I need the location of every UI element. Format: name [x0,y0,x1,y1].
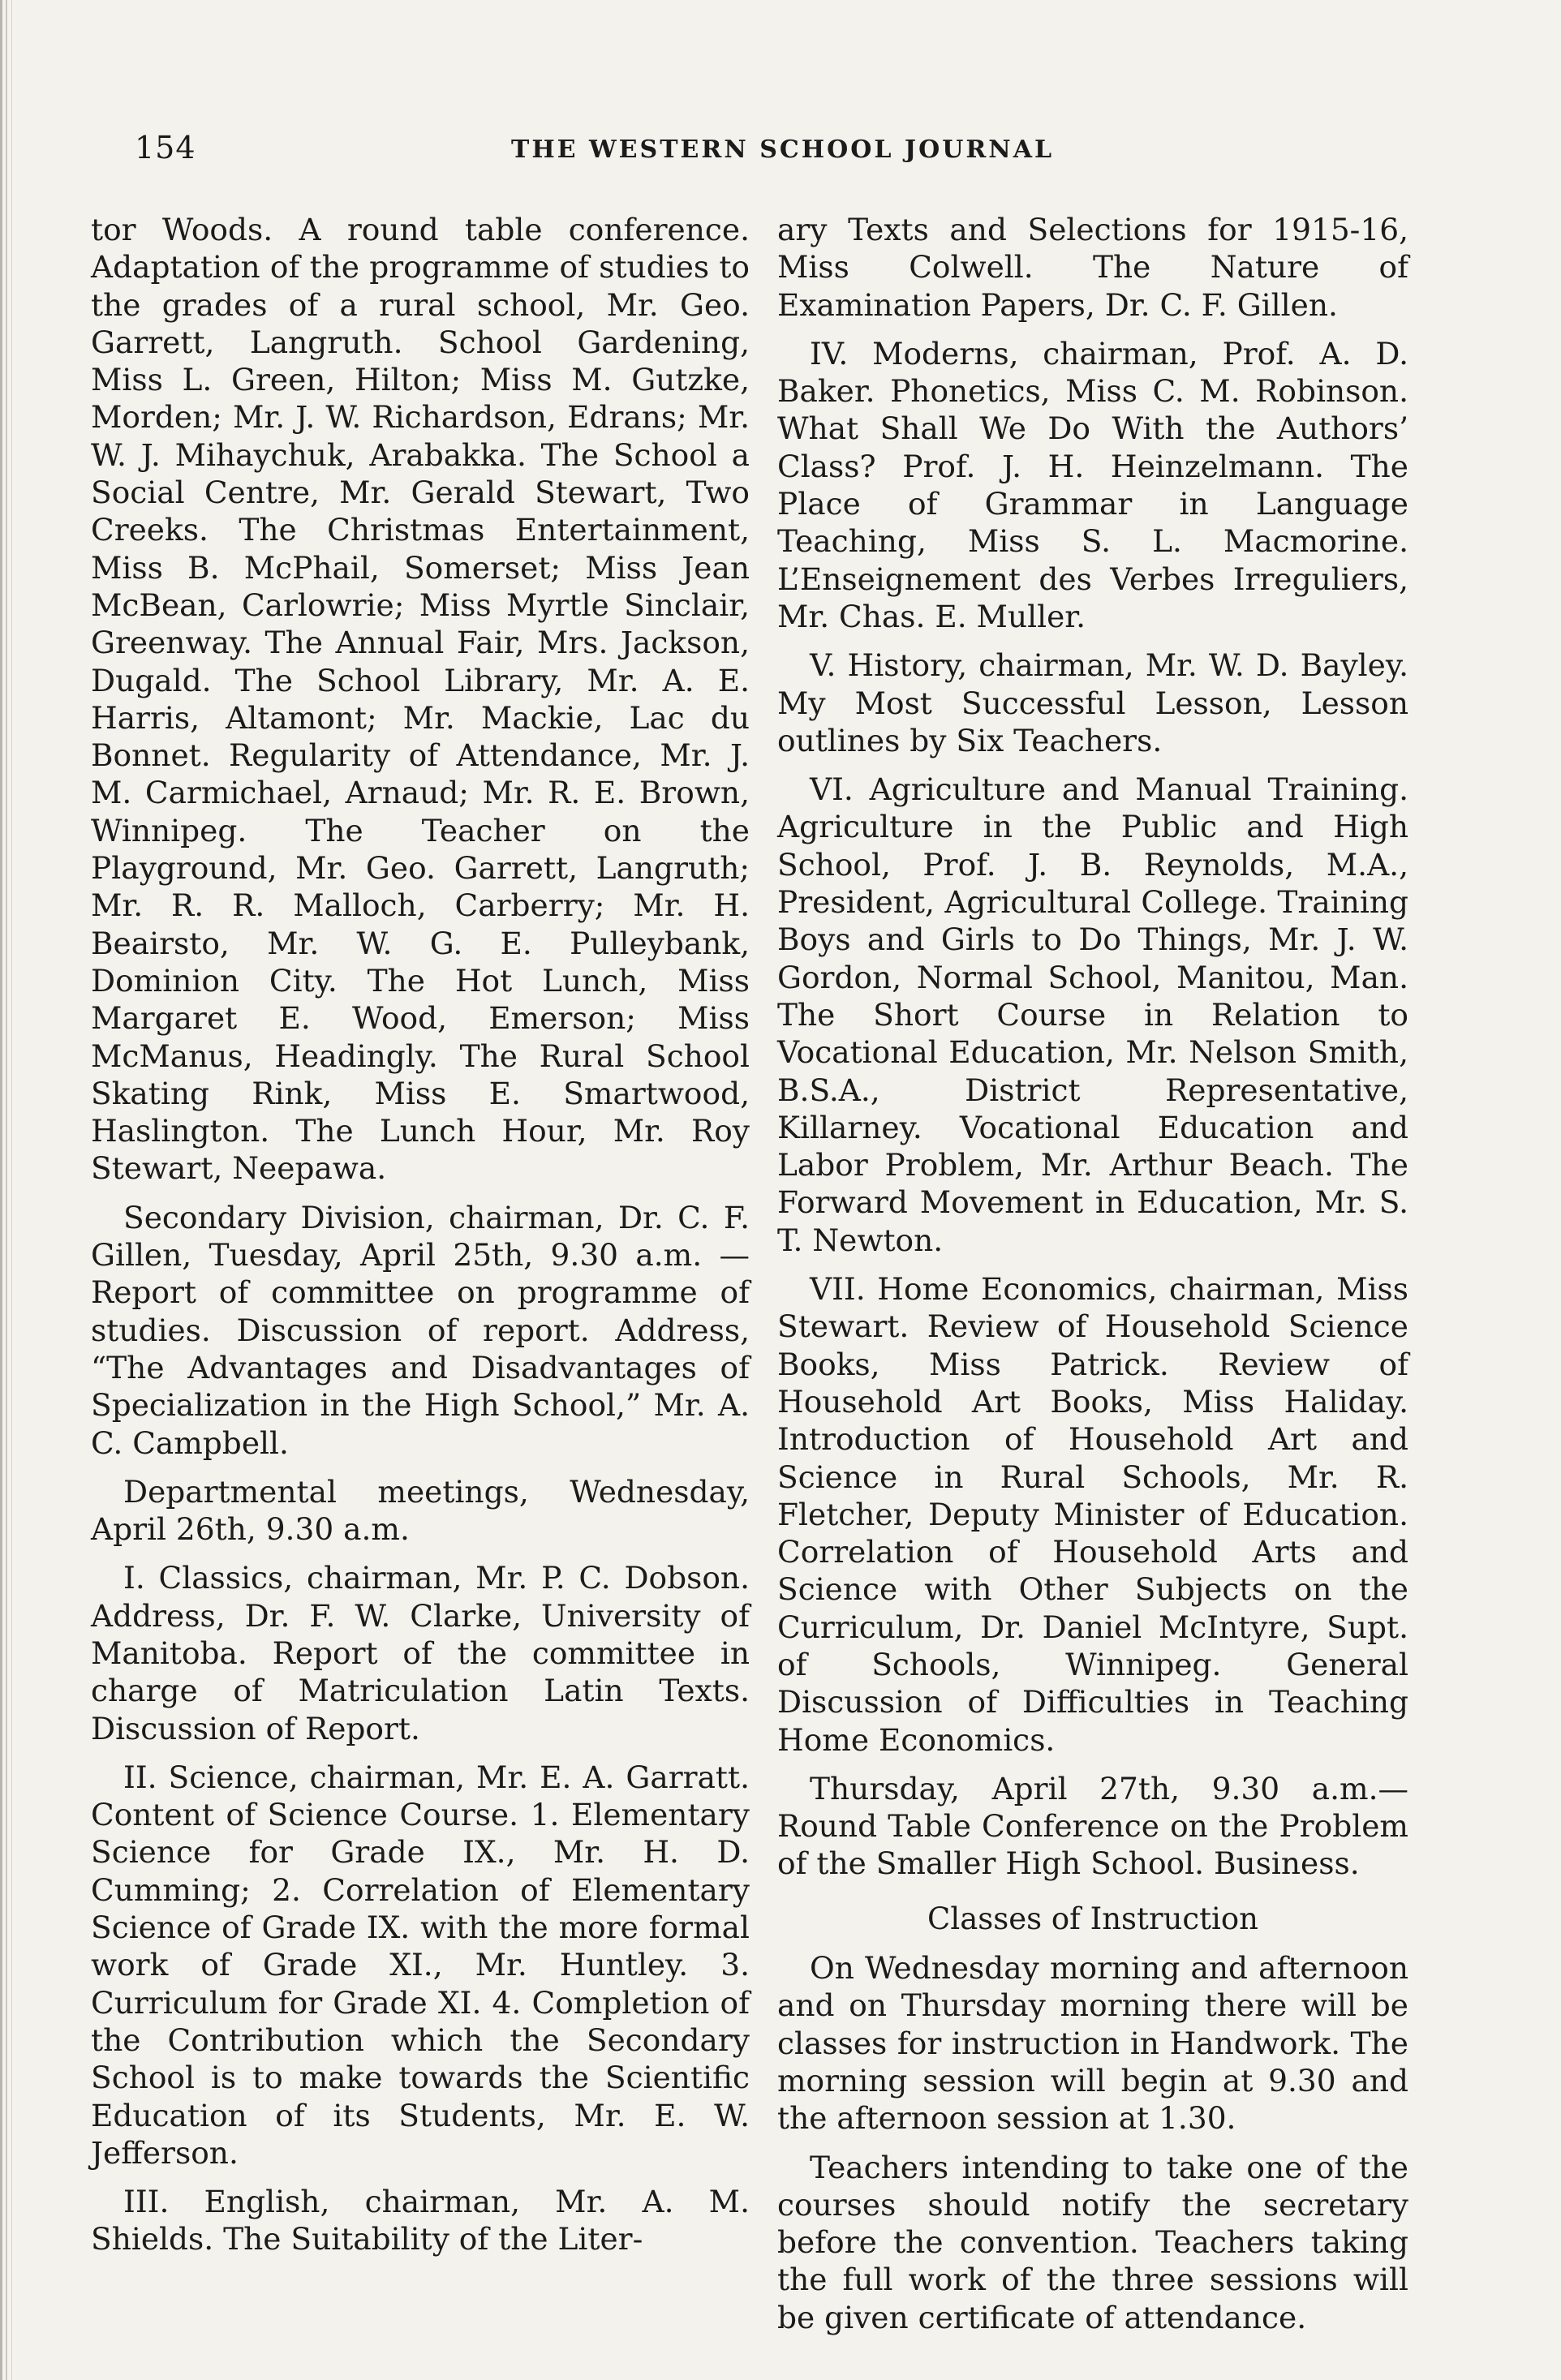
paragraph: III. English, chairman, Mr. A. M. Shields. The Suitability of the Liter- [91,2184,750,2258]
paragraph: tor Woods. A round table conference. Adaptation of the programme of studies to the grades of a rural school, Mr. Geo. Garrett, Langruth. School Gardening, Miss L. Green, Hilton; Miss M. Gutzke, Morden; Mr. J. W. Richardson, Edrans; Mr. W. J. Mihaychuk, Arabakka. The School a Social Centre, Mr. Gerald Stewart, Two Creeks. The Christmas Entertainment, Miss B. McPhail, Somerset; Miss Jean McBean, Carlowrie; Miss Myrtle Sinclair, Greenway. The Annual Fair, Mrs. Jackson, Dugald. The School Library, Mr. A. E. Harris, Altamont; Mr. Mackie, Lac du Bonnet. Regularity of Attendance, Mr. J. M. Carmichael, Arnaud; Mr. R. E. Brown, Winnipeg. The Teacher on the Playground, Mr. Geo. Garrett, Langruth; Mr. R. R. Malloch, Carberry; Mr. H. Beairsto, Mr. W. G. E. Pulleybank, Dominion City. The Hot Lunch, Miss Margaret E. Wood, Emerson; Miss McManus, Headingly. The Rural School Skating Rink, Miss E. Smartwood, Haslington. The Lunch Hour, Mr. Roy Stewart, Neepawa. [91,212,750,1187]
paragraph: ary Texts and Selections for 1915-16, Miss Colwell. The Nature of Examination Papers, Dr. C. F. Gillen. [777,212,1408,323]
paragraph: VII. Home Economics, chairman, Miss Stewart. Review of Household Science Books, Miss Patrick. Review of Household Art Books, Miss Haliday. Introduction of Household Art and Science in Rural Schools, Mr. R. Fletcher, Deputy Minister of Education. Correlation of Household Arts and Science with Other Subjects on the Curriculum, Dr. Daniel McIntyre, Supt. of Schools, Winnipeg. General Discussion of Difficulties in Teaching Home Economics. [777,1271,1408,1758]
section-heading: Classes of Instruction [927,1901,1258,1936]
paragraph: VI. Agriculture and Manual Training. Agriculture in the Public and High School, Prof. J. B. Reynolds, M.A., President, Agricultural College. Training Boys and Girls to Do Things, Mr. J. W. Gordon, Normal School, Manitou, Man. The Short Course in Relation to Vocational Education, Mr. Nelson Smith, B.S.A., District Representative, Killarney. Vocational Education and Labor Problem, Mr. Arthur Beach. The Forward Movement in Education, Mr. S. T. Newton. [777,771,1408,1258]
left-column [91,211,750,2258]
paragraph: Departmental meetings, Wednesday, April 26th, 9.30 a.m. [91,1473,750,1548]
paragraph: On Wednesday morning and afternoon and on Thursday morning there will be classes for instruction in Handwork. The morning session will begin at 9.30 and the afternoon session at 1.30. [777,1950,1408,2137]
paragraph: IV. Moderns, chairman, Prof. A. D. Baker. Phonetics, Miss C. M. Robinson. What Shall We Do With the Authors’ Class? Prof. J. H. Heinzelmann. The Place of Grammar in Language Teaching, Miss S. L. Macmorine. L’Enseignement des Verbes Irreguliers, Mr. Chas. E. Muller. [777,335,1408,634]
paragraph: II. Science, chairman, Mr. E. A. Garratt. Content of Science Course. 1. Elementary Science for Grade IX., Mr. H. D. Cumming; 2. Correlation of Elementary Science of Grade IX. with the more formal work of Grade XI., Mr. Huntley. 3. Curriculum for Grade XI. 4. Completion of the Contribution which the Secondary School is to make towards the Scientific Education of its Students, Mr. E. W. Jefferson. [91,1759,750,2171]
running-head: THE WESTERN SCHOOL JOURNAL [511,135,1055,164]
paragraph: Thursday, April 27th, 9.30 a.m.—Round Table Conference on the Problem of the Smaller High School. Business. [777,1770,1408,1882]
right-column [777,211,1408,2336]
paragraph: I. Classics, chairman, Mr. P. C. Dobson. Address, Dr. F. W. Clarke, University of Manitoba. Report of the committee in charge of Matriculation Latin Texts. Discussion of Report. [91,1560,750,1746]
paragraph: V. History, chairman, Mr. W. D. Bayley. My Most Successful Lesson, Lesson outlines by Six Teachers. [777,647,1408,758]
page-number: 154 [135,130,196,165]
paragraph: Secondary Division, chairman, Dr. C. F. Gillen, Tuesday, April 25th, 9.30 a.m. —Report of committee on programme of studies. Discussion of report. Address, “The Advantages and Disadvantages of Specialization in the High School,” Mr. A. C. Campbell. [91,1199,750,1461]
page-edge-shadow [0,0,28,2380]
paragraph: Teachers intending to take one of the courses should notify the secretary before the convention. Teachers taking the full work of the three sessions will be given certificate of attendance. [777,2149,1408,2335]
